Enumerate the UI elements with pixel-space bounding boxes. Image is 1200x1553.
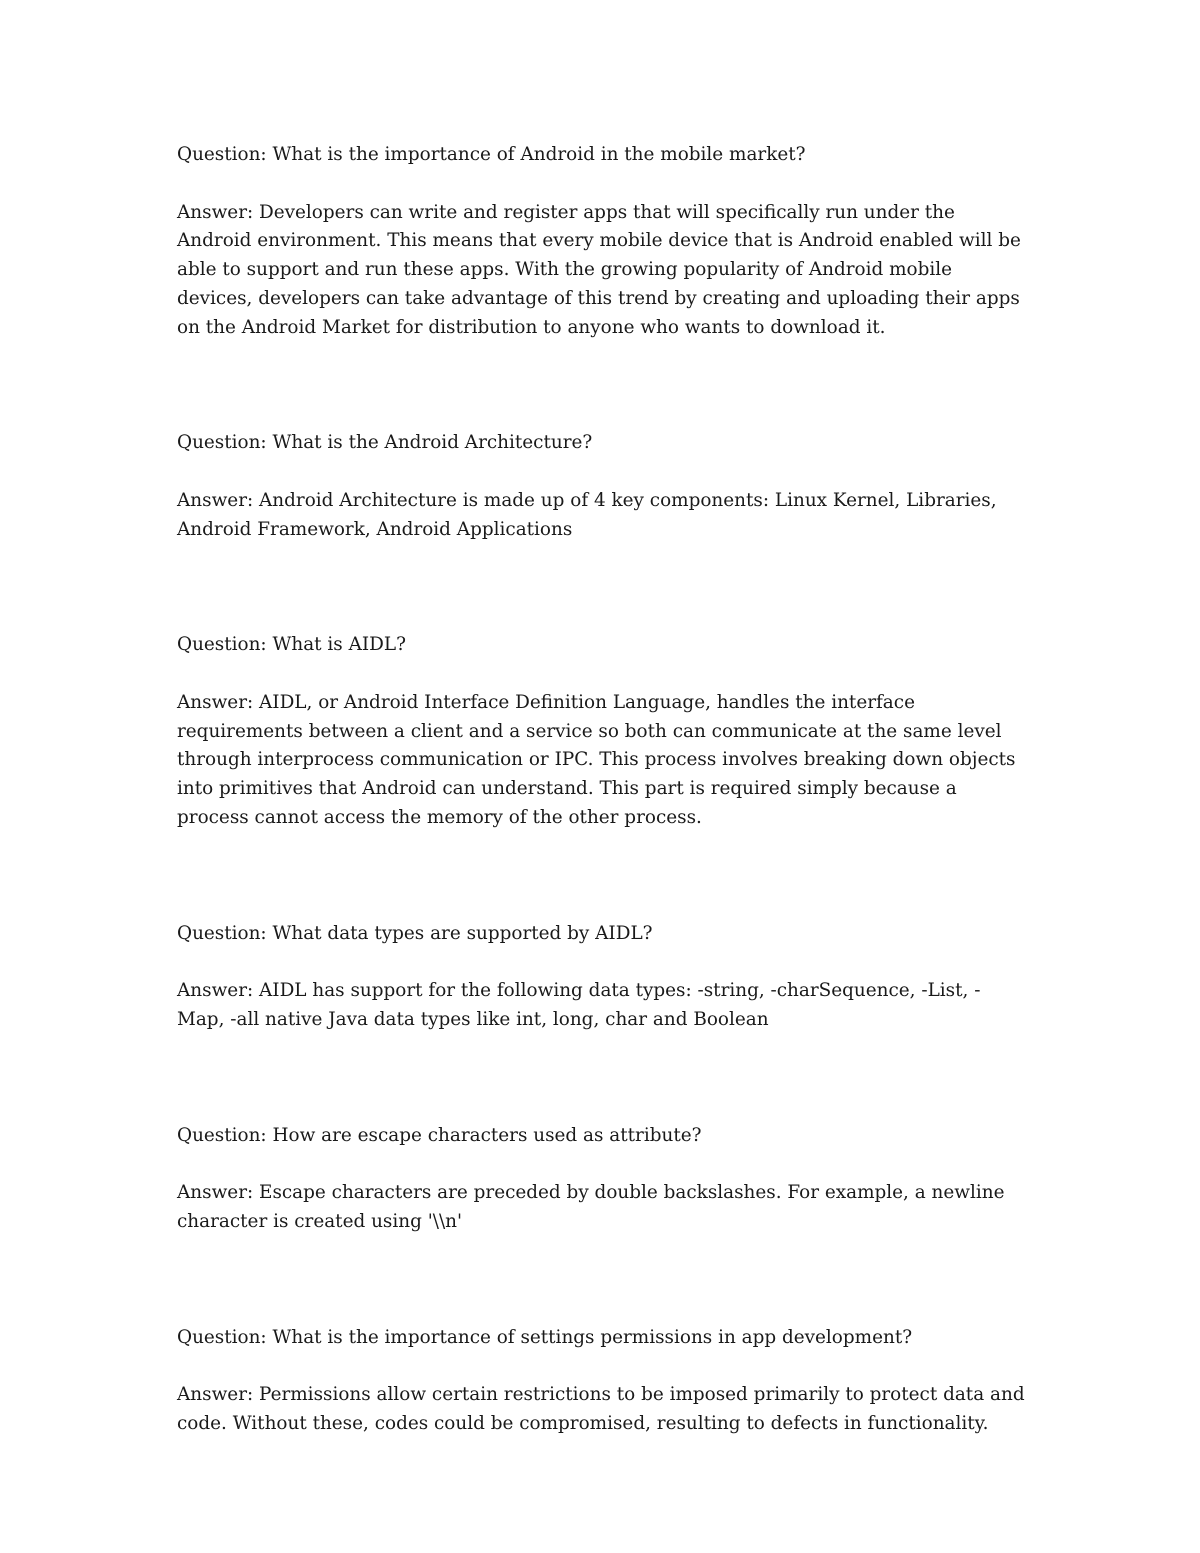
qa-item: [177, 1122, 1027, 1237]
answer-text: Answer: Android Architecture is made up of 4 key components: Linux Kernel, Libraries, Android Framework, Android Applications: [177, 489, 1003, 540]
qa-item: [177, 141, 1027, 342]
answer-text: Answer: AIDL, or Android Interface Definition Language, handles the interface requirements between a client and a service so both can communicate at the same level through interprocess communication or IPC. This process involves breaking down objects into primitives that Android can understand. This part is required simply because a process cannot access the memory of the other process.: [177, 692, 1022, 828]
answer-text: Answer: AIDL has support for the following data types: -string, -charSequence, -List, -Map, -all native Java data types like int, long, char and Boolean: [177, 980, 981, 1030]
qa-item: [177, 631, 1027, 832]
question-text: Question: What is the Android Architecture?: [177, 432, 593, 454]
question-text: Question: What is the importance of settings permissions in app development?: [177, 1326, 913, 1348]
question-text: Question: What is the importance of Android in the mobile market?: [177, 144, 806, 165]
answer-text: Answer: Permissions allow certain restrictions to be imposed primarily to protect data and code. Without these, codes could be compromised, resulting to defects in functionality.: [177, 1384, 1031, 1435]
answer-text: Answer: Escape characters are preceded by double backslashes. For example, a newline character is created using '\\n': [177, 1182, 1011, 1233]
qa-item: [177, 1324, 1031, 1439]
qa-item: [177, 429, 1027, 544]
question-text: Question: What data types are supported by AIDL?: [177, 922, 653, 944]
question-text: Question: What is AIDL?: [177, 634, 406, 656]
question-text: Question: How are escape characters used as attribute?: [177, 1124, 702, 1146]
answer-text: Answer: Developers can write and register apps that will specifically run under the Android environment. This means that every mobile device that is Android enabled will be able to support and run these apps. With the growing popularity of Android mobile devices, developers can take advantage of this trend by creating and uploading their apps on the Android Market for distribution to anyone who wants to download it.: [177, 201, 1027, 338]
document-body: [177, 141, 1031, 1439]
qa-item: [177, 920, 1027, 1035]
